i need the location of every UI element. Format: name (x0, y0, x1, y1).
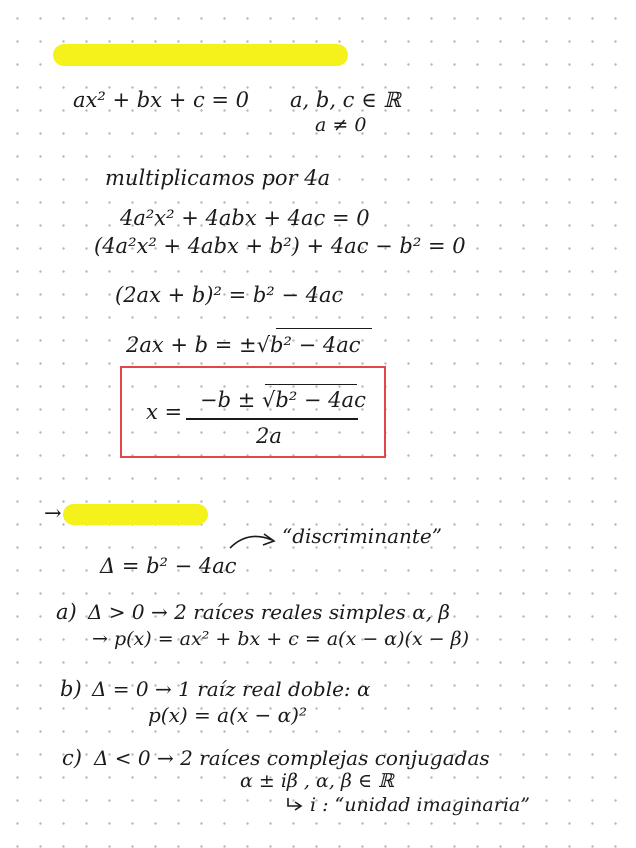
case-c-marker: c) (62, 746, 82, 770)
case-b-marker: b) (60, 677, 82, 701)
formula-numerator-radicand: b² − 4ac (275, 388, 366, 412)
case-b-condition: Δ = 0 → 1 raíz real doble: α (92, 677, 371, 701)
step-intro: multiplicamos por 4a (105, 166, 331, 190)
discriminant-note: “discriminante” (282, 524, 442, 548)
case-c-roots: α ± iβ , α, β ∈ ℝ (240, 770, 394, 792)
formula-x-label: x = (146, 400, 183, 424)
quadratic-equation: ax² + bx + c = 0 (73, 88, 250, 112)
step-4-radicand: b² − 4ac (270, 333, 361, 357)
step-4-lhs: 2ax + b = ±√ (126, 333, 271, 357)
section2-arrow: → (44, 501, 62, 525)
coefficients-condition: a, b, c ∈ ℝ (290, 88, 401, 112)
case-c-condition: Δ < 0 → 2 raíces complejas conjugadas (94, 746, 490, 770)
step-3: (2ax + b)² = b² − 4ac (115, 283, 344, 307)
case-a-marker: a) (56, 600, 77, 624)
case-a-factorization: → p(x) = ax² + bx + c = a(x − α)(x − β) (92, 628, 470, 650)
formula-denominator: 2a (256, 424, 282, 448)
formula-numerator-prefix: −b ± √ (200, 388, 276, 412)
imaginary-unit-note: i : “unidad imaginaria” (310, 794, 530, 816)
delta-definition: Δ = b² − 4ac (100, 554, 237, 578)
step-1: 4a²x² + 4abx + 4ac = 0 (120, 206, 370, 230)
step-2: (4a²x² + 4abx + b²) + 4ac − b² = 0 (94, 234, 466, 258)
a-nonzero-condition: a ≠ 0 (315, 114, 367, 136)
case-b-factorization: p(x) = a(x − α)² (148, 703, 307, 727)
case-a-condition: Δ > 0 → 2 raíces reales simples α, β (88, 600, 450, 624)
